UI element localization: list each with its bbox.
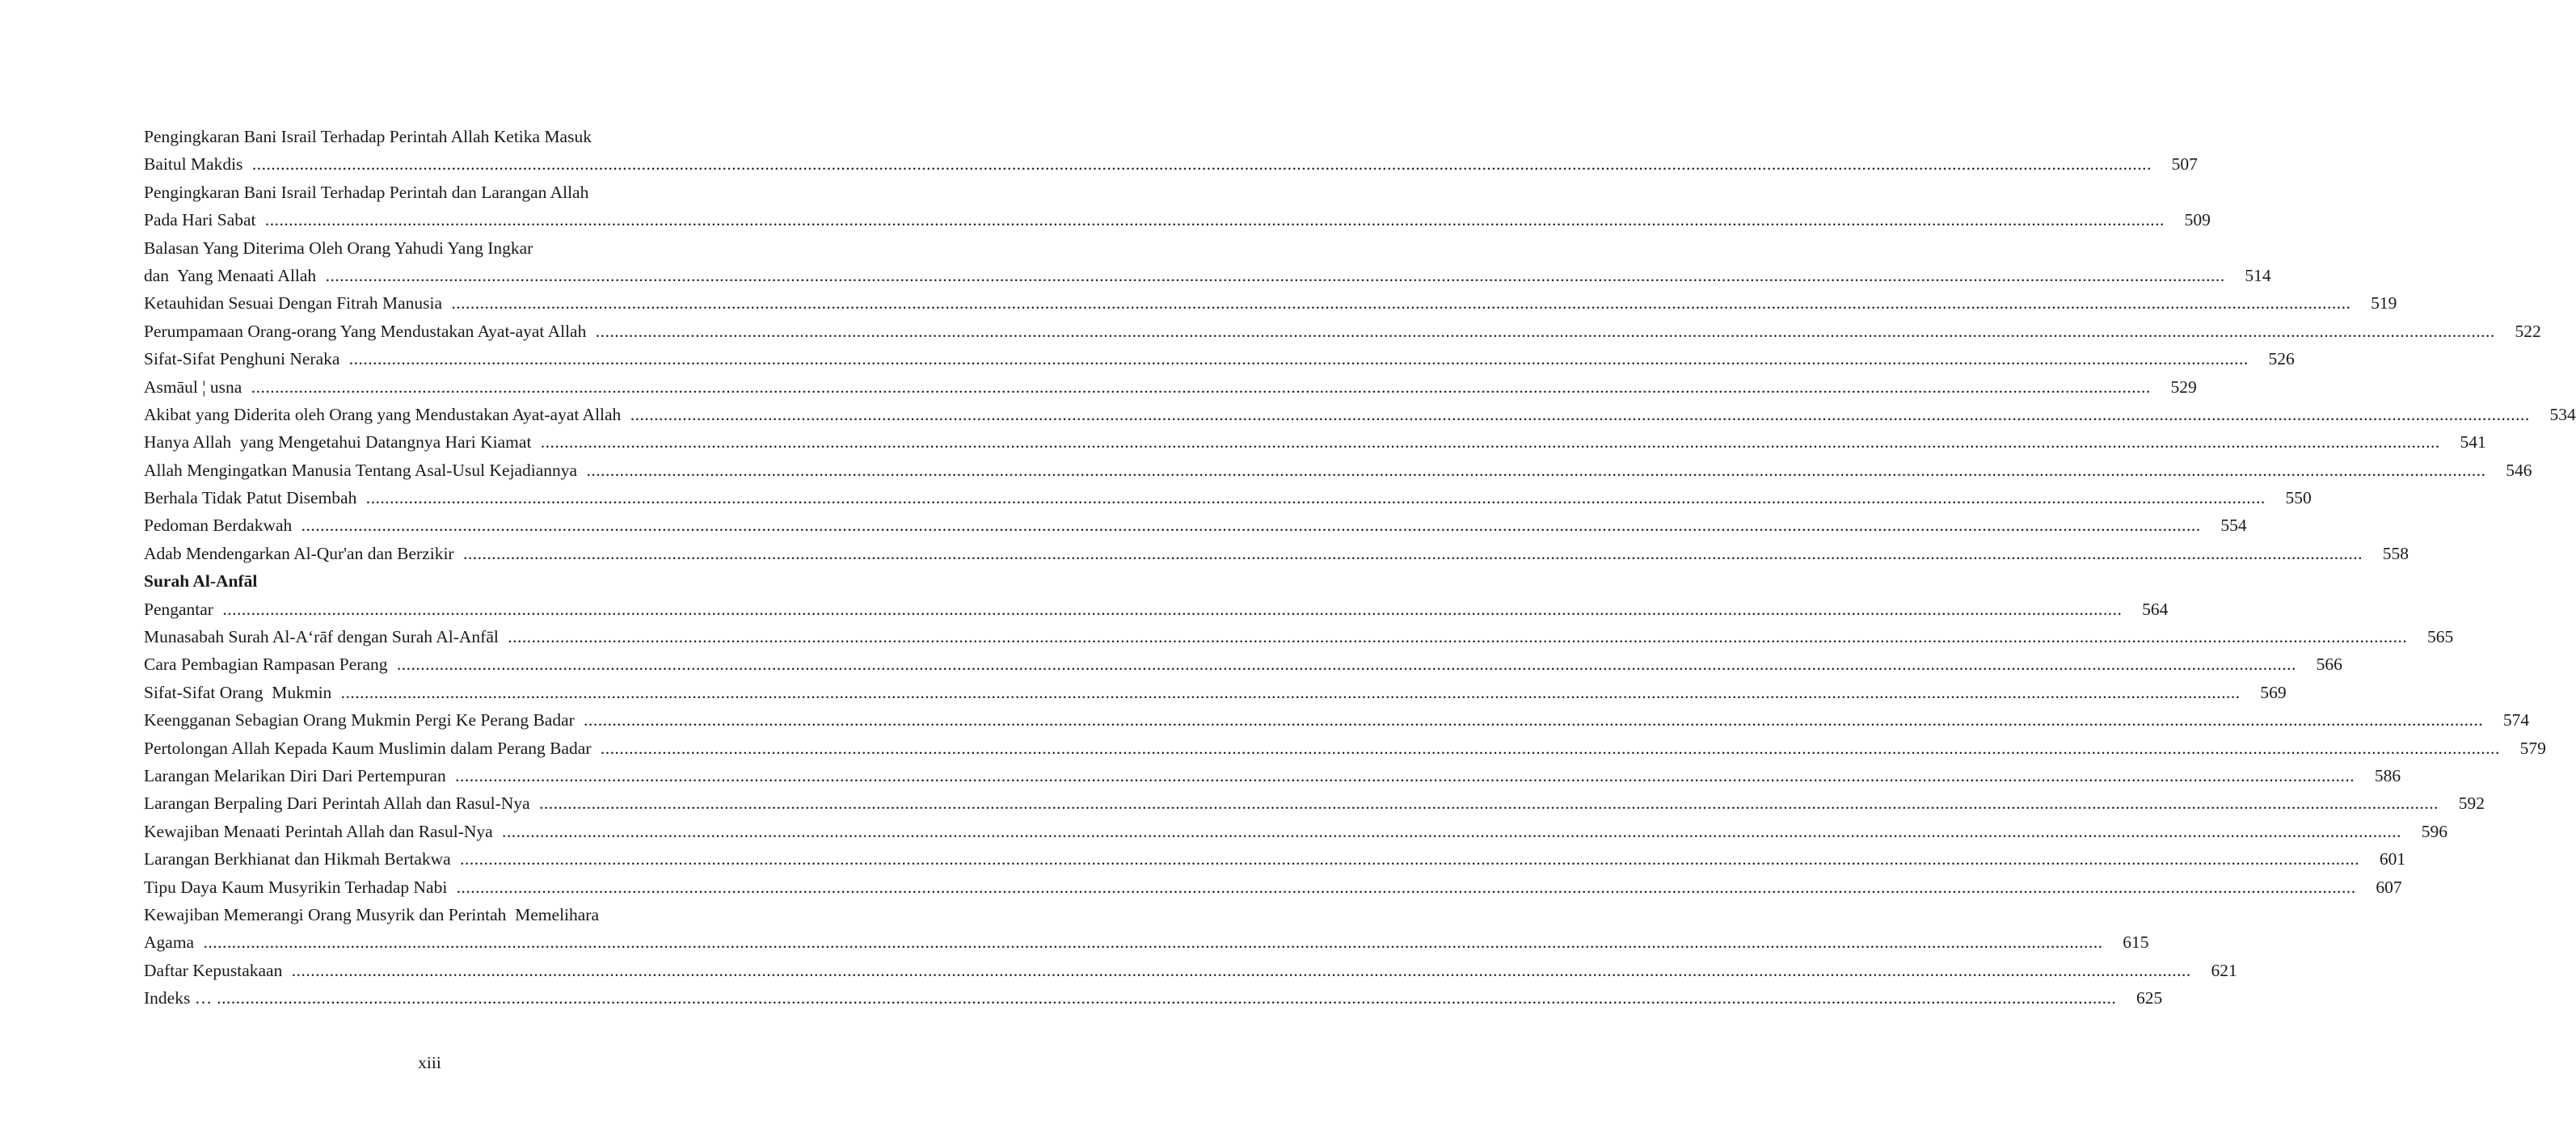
toc-entry-page: 554 [2220,516,2247,536]
toc-entry [144,845,2406,873]
toc-entry-title: Munasabah Surah Al-A‘rāf dengan Surah Al-Anfāl [144,627,504,647]
dot-leader: ................................................................................................................................................................................................................................................................................................................................................................................................................ [502,821,2402,841]
dot-leader: ................................................................................................................................................................................................................................................................................................................................................................................................................ [455,765,2355,785]
toc-entry-title: Pengingkaran Bani Israil Terhadap Perintah Allah Ketika Masuk [144,127,592,146]
toc-entry-title: Larangan Berpaling Dari Perintah Allah dan Rasul-Nya [144,794,535,814]
toc-entry-page: 546 [2506,460,2532,480]
toc-entry [144,873,2402,901]
dot-leader: ................................................................................................................................................................................................................................................................................................................................................................................................................ [340,682,2241,702]
dot-leader: ................................................................................................................................................................................................................................................................................................................................................................................................................ [595,321,2495,341]
toc-entry-title: Hanya Allah yang Mengetahui Datangnya Hari Kiamat [144,432,536,453]
toc-entry-page: 615 [2123,932,2149,953]
dot-leader: ................................................................................................................................................................................................................................................................................................................................................................................................................ [539,794,2439,814]
dot-leader: ................................................................................................................................................................................................................................................................................................................................................................................................................ [291,960,2191,980]
toc-entry-title: Sifat-Sifat Orang Mukmin [144,682,336,702]
toc-entry [144,150,2198,178]
toc-entry-page: 541 [2460,432,2486,453]
toc-entry [144,345,2295,373]
toc-entry-title: Ketauhidan Sesuai Dengan Fitrah Manusia [144,293,447,314]
dot-leader: ................................................................................................................................................................................................................................................................................................................................................................................................................ [462,543,2363,563]
dot-leader: ................................................................................................................................................................................................................................................................................................................................................................................................................ [217,988,2117,1008]
toc-entry-title: Larangan Berkhianat dan Hikmah Bertakwa [144,849,456,869]
toc-entry-title: Surah Al-Anfāl [144,571,258,591]
dot-leader: ................................................................................................................................................................................................................................................................................................................................................................................................................ [600,738,2500,758]
section-heading [144,567,718,595]
toc-entry-page: 596 [2421,821,2448,841]
toc-entry-page: 509 [2184,210,2211,230]
dot-leader: ................................................................................................................................................................................................................................................................................................................................................................................................................ [540,432,2440,453]
dot-leader: ................................................................................................................................................................................................................................................................................................................................................................................................................ [203,932,2103,953]
toc-entry-page: 565 [2426,627,2454,647]
toc-entry [144,484,2312,511]
toc-entry-title: Kewajiban Memerangi Orang Musyrik dan Perintah Memelihara [144,904,600,924]
dot-leader: ................................................................................................................................................................................................................................................................................................................................................................................................................ [251,154,2152,175]
dot-leader: ................................................................................................................................................................................................................................................................................................................................................................................................................ [222,599,2123,619]
toc-entry-title: Pedoman Berdakwah [144,516,297,536]
dot-leader: ................................................................................................................................................................................................................................................................................................................................................................................................................ [508,627,2408,647]
toc-entry [144,596,2169,623]
toc-entry-title: Pengingkaran Bani Israil Terhadap Perintah dan Larangan Allah [144,182,589,202]
toc-entry-page: 526 [2268,349,2295,369]
toc-entry [144,262,2271,289]
dot-leader: ................................................................................................................................................................................................................................................................................................................................................................................................................ [264,210,2165,230]
toc-entry [144,735,2546,762]
toc-entry [144,540,2409,567]
toc-entry [144,457,2532,484]
toc-entry-page: 507 [2171,154,2198,175]
toc-entry-title: Pada Hari Sabat [144,210,260,230]
dot-leader: ................................................................................................................................................................................................................................................................................................................................................................................................................ [630,404,2530,424]
toc-entry-page: 534 [2549,404,2576,424]
dot-leader: ................................................................................................................................................................................................................................................................................................................................................................................................................ [460,849,2360,869]
toc-entry-title: Adab Mendengarkan Al-Qur'an dan Berzikir [144,543,458,563]
toc-entry-page: 569 [2260,682,2287,702]
toc-entry [144,179,718,206]
toc-entry-title: Baitul Makdis [144,154,247,175]
toc-entry [144,289,2397,317]
toc-entry-title: Berhala Tidak Patut Disembah [144,488,361,508]
toc-entry-title: Allah Mengingatkan Manusia Tentang Asal-Usul Kejadiannya [144,460,582,480]
dot-leader: ................................................................................................................................................................................................................................................................................................................................................................................................................ [348,349,2249,369]
toc-entry-title: Indeks … [144,988,213,1008]
dot-leader: ................................................................................................................................................................................................................................................................................................................................................................................................................ [301,516,2201,536]
toc-entry-page: 522 [2515,321,2541,341]
toc-entry-page: 529 [2170,377,2197,397]
toc-entry-page: 514 [2245,265,2271,285]
toc-entry-title: Cara Pembagian Rampasan Perang [144,655,392,675]
toc-entry [144,901,718,928]
toc-entry [144,318,2541,345]
toc-entry [144,650,2342,678]
toc-entry-page: 550 [2285,488,2312,508]
toc-entry-page: 519 [2371,293,2397,314]
toc-entry [144,373,2197,401]
toc-entry-page: 574 [2502,710,2530,730]
toc-entry-title: Pertolongan Allah Kepada Kaum Muslimin dalam Perang Badar [144,738,596,758]
toc-entry [144,957,2237,984]
dot-leader: ................................................................................................................................................................................................................................................................................................................................................................................................................ [456,877,2356,897]
toc-entry-title: Keengganan Sebagian Orang Mukmin Pergi Ke Perang Badar [144,710,580,730]
toc-entry-title: Larangan Melarikan Diri Dari Pertempuran [144,765,451,785]
toc-entry-title: Asmāul ¦ usna [144,377,247,397]
toc-entry-page: 607 [2376,877,2402,897]
toc-entry-page: 601 [2379,849,2406,869]
toc-entry-page: 566 [2316,655,2342,675]
toc-entry-title: Balasan Yang Diterima Oleh Orang Yahudi Yang Ingkar [144,238,533,258]
toc-entry [144,789,2485,817]
toc-entry-page: 579 [2519,738,2546,758]
toc-entry [144,762,2401,789]
toc-entry [144,123,718,150]
toc-entry-title: Perumpamaan Orang-orang Yang Mendustakan Ayat-ayat Allah [144,321,591,341]
toc-entry [144,679,2287,706]
toc-entry-title: Daftar Kepustakaan [144,960,287,980]
dot-leader: ................................................................................................................................................................................................................................................................................................................................................................................................................ [584,710,2484,730]
dot-leader: ................................................................................................................................................................................................................................................................................................................................................................................................................ [365,488,2266,508]
toc-entry [144,706,2530,734]
dot-leader: ................................................................................................................................................................................................................................................................................................................................................................................................................ [586,460,2486,480]
toc-entry-page: 592 [2458,794,2485,814]
toc-entry-title: Kewajiban Menaati Perintah Allah dan Rasul-Nya [144,821,498,841]
toc-entry-page: 558 [2382,543,2409,563]
dot-leader: ................................................................................................................................................................................................................................................................................................................................................................................................................ [396,655,2296,675]
toc-entry-page: 625 [2135,988,2163,1008]
dot-leader: ................................................................................................................................................................................................................................................................................................................................................................................................................ [325,265,2225,285]
toc-entry-page: 621 [2211,960,2237,980]
toc-entry-title: Tipu Daya Kaum Musyrikin Terhadap Nabi [144,877,452,897]
toc-entry-title: Sifat-Sifat Penghuni Neraka [144,349,344,369]
toc-entry-title: Akibat yang Diderita oleh Orang yang Mendustakan Ayat-ayat Allah [144,404,626,424]
toc-entry-title: Agama [144,932,199,953]
toc-entry-title: dan Yang Menaati Allah [144,265,321,285]
toc-entry-page: 586 [2374,765,2401,785]
table-of-contents [144,123,2576,1012]
dot-leader: ................................................................................................................................................................................................................................................................................................................................................................................................................ [251,377,2151,397]
toc-entry [144,206,2211,234]
toc-entry [144,234,718,262]
page-number: xiii [418,1053,441,1072]
toc-entry-title: Pengantar [144,599,218,619]
toc-entry-page: 564 [2142,599,2169,619]
dot-leader: ................................................................................................................................................................................................................................................................................................................................................................................................................ [451,293,2351,314]
toc-entry [144,928,2149,956]
toc-entry [144,401,2576,428]
toc-entry [144,818,2448,845]
toc-entry [144,984,2163,1012]
toc-entry [144,623,2454,650]
toc-entry [144,511,2247,539]
toc-entry [144,428,2486,456]
